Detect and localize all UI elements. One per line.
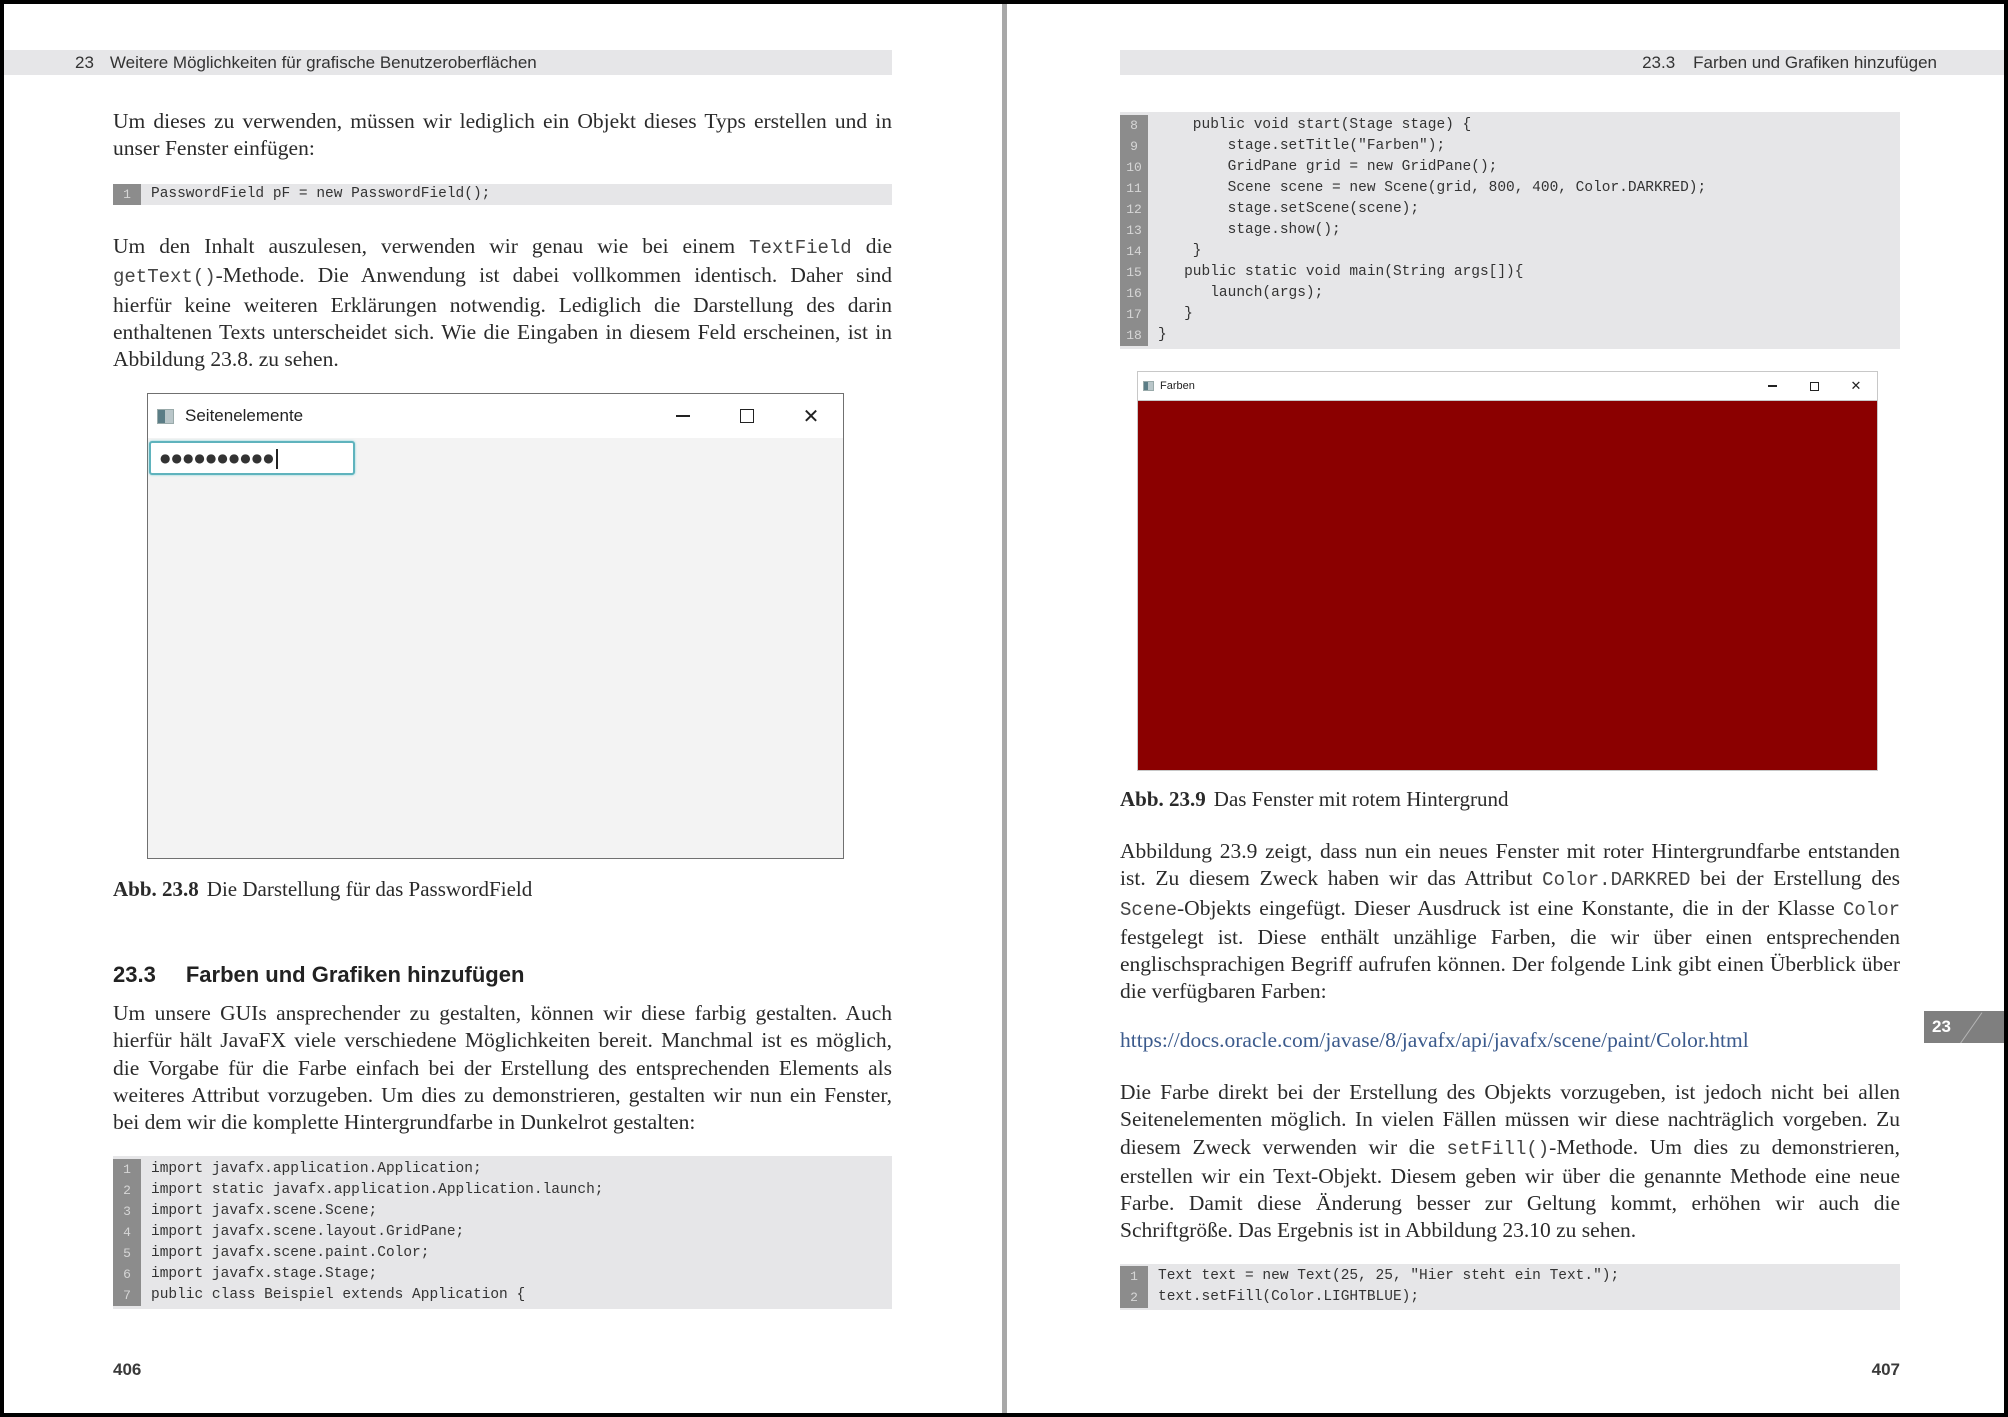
code-line xyxy=(113,1243,892,1264)
line-number: 11 xyxy=(1120,178,1148,199)
left-page xyxy=(4,4,1002,1413)
code-text: import javafx.scene.layout.GridPane; xyxy=(151,1224,465,1240)
code-line xyxy=(1120,220,1900,241)
line-number: 15 xyxy=(1120,262,1148,283)
code-line xyxy=(113,1159,892,1180)
code-block-imports xyxy=(113,1156,892,1309)
minimize-icon xyxy=(1768,385,1777,387)
caption-text: Das Fenster mit rotem Hintergrund xyxy=(1213,787,1509,811)
running-head-left xyxy=(4,50,892,75)
inline-code-gettext: getText() xyxy=(113,266,216,289)
minimize-button[interactable] xyxy=(1751,372,1793,401)
code-line xyxy=(1120,1287,1900,1308)
app-icon xyxy=(157,409,174,424)
maximize-icon xyxy=(740,409,754,423)
thumb-tab-slash xyxy=(1959,1012,1983,1043)
code-line xyxy=(1120,283,1900,304)
code-line xyxy=(113,1285,892,1306)
maximize-button[interactable] xyxy=(715,394,779,438)
code-text: import static javafx.application.Application.launch; xyxy=(151,1182,604,1198)
inline-code-setfill: setFill() xyxy=(1446,1137,1550,1160)
line-number: 1 xyxy=(1120,1266,1148,1287)
code-line xyxy=(1120,136,1900,157)
code-text: Text text = new Text(25, 25, "Hier steht ein Text."); xyxy=(1158,1268,1620,1284)
code-text: text.setFill(Color.LIGHTBLUE); xyxy=(1158,1289,1420,1305)
code-line xyxy=(113,1222,892,1243)
inline-code-color: Color xyxy=(1842,898,1900,921)
window-titlebar xyxy=(1138,372,1877,401)
code-line xyxy=(113,1180,892,1201)
inline-code-scene: Scene xyxy=(1120,898,1178,921)
section-number: 23.3 xyxy=(113,962,156,987)
line-number: 6 xyxy=(113,1264,141,1285)
paragraph-colors-intro: Um unsere GUIs ansprechender zu gestalten, können wir diese farbig gestalten. Auch hierfür hält JavaFX viele verschiedene Möglichkeiten bereit. Manchmal ist es möglich, die Vorgabe für die Farbe einfach bei der Erstellung des entsprechenden Elements als weiteres Attribut vorzugeben. Um dies zu demonstrieren, gestalten wir nun ein Fenster, bei dem wir die komplette Hintergrundfarbe in Dunkelrot gestalten: xyxy=(113,1001,892,1135)
line-number: 12 xyxy=(1120,199,1148,220)
text-caret xyxy=(276,449,278,469)
section-title: Farben und Grafiken hinzufügen xyxy=(1693,53,1937,72)
code-line xyxy=(1120,157,1900,178)
page-number-left: 406 xyxy=(113,1360,142,1379)
code-text: Scene scene = new Scene(grid, 800, 400, Color.DARKRED); xyxy=(1158,180,1707,196)
minimize-button[interactable] xyxy=(651,394,715,438)
code-line xyxy=(1120,199,1900,220)
line-number: 4 xyxy=(113,1222,141,1243)
code-block-passwordfield xyxy=(113,184,892,205)
figure-caption-23-8 xyxy=(113,877,532,902)
window-title: Farben xyxy=(1160,380,1195,392)
line-number: 2 xyxy=(113,1180,141,1201)
code-line xyxy=(113,1264,892,1285)
code-text: public class Beispiel extends Application { xyxy=(151,1287,526,1303)
code-text: import javafx.scene.paint.Color; xyxy=(151,1245,430,1261)
close-button[interactable] xyxy=(779,394,843,438)
page-number-right: 407 xyxy=(1871,1360,1900,1379)
code-line xyxy=(1120,325,1900,346)
thumb-tab-number: 23 xyxy=(1932,1017,1951,1036)
line-number: 10 xyxy=(1120,157,1148,178)
line-number: 16 xyxy=(1120,283,1148,304)
code-text: import javafx.application.Application; xyxy=(151,1161,482,1177)
code-text: } xyxy=(1158,306,1193,322)
window-controls xyxy=(651,394,843,438)
line-number: 5 xyxy=(113,1243,141,1264)
code-line xyxy=(1120,304,1900,325)
caption-label: Abb. 23.9 xyxy=(1120,787,1206,811)
password-mask: ●●●●●●●●●● xyxy=(160,451,275,465)
code-text: stage.setScene(scene); xyxy=(1158,201,1420,217)
code-line xyxy=(1120,1266,1900,1287)
line-number: 7 xyxy=(113,1285,141,1306)
darkred-scene xyxy=(1138,401,1877,770)
code-text: stage.show(); xyxy=(1158,222,1341,238)
line-number: 14 xyxy=(1120,241,1148,262)
window-titlebar xyxy=(148,394,843,438)
line-number: 1 xyxy=(113,1159,141,1180)
code-text: } xyxy=(1158,327,1167,343)
figure-caption-23-9 xyxy=(1120,787,1509,812)
code-line xyxy=(1120,115,1900,136)
paragraph-setfill: Die Farbe direkt bei der Erstellung des Objekts vorzugeben, ist jedoch nicht bei allen Seitenelementen möglich. In vielen Fällen müssen wir diese nachträglich vorgeben. Zu diesem Zweck verwenden wir die setFill()-Methode. Um dies zu demonstrieren, erstellen wir ein Text-Objekt. Diesem geben wir über die genannte Methode eine neue Farbe. Damit diese Änderung besser zur Geltung kommt, erhöhen wir auch die Schriftgröße. Das Ergebnis ist in Abbildung 23.10 zu sehen. xyxy=(1120,1080,1900,1243)
code-text: import javafx.scene.Scene; xyxy=(151,1203,378,1219)
book-spread xyxy=(4,4,2004,1413)
paragraph-gettext: Um den Inhalt auszulesen, verwenden wir genau wie bei einem TextField die getText()-Methode. Die Anwendung ist dabei vollkommen identisch. Daher sind hierfür keine weiteren Erklärungen notwendig. Lediglich die Darstellung des darin enthaltenen Texts unterscheidet sich. Wie die Eingaben in diesem Feld erscheinen, ist in Abbildung 23.8. zu sehen. xyxy=(113,234,892,372)
color-docs-link[interactable]: https://docs.oracle.com/javase/8/javafx/api/javafx/scene/paint/Color.html xyxy=(1120,1028,1749,1052)
minimize-icon xyxy=(676,415,690,417)
close-button[interactable] xyxy=(1835,372,1877,401)
line-number: 2 xyxy=(1120,1287,1148,1308)
code-line xyxy=(1120,262,1900,283)
code-line xyxy=(113,1201,892,1222)
password-field[interactable] xyxy=(149,441,355,475)
caption-label: Abb. 23.8 xyxy=(113,877,199,901)
paragraph-intro: Um dieses zu verwenden, müssen wir lediglich ein Objekt dieses Typs erstellen und in unser Fenster einfügen: xyxy=(113,109,892,161)
code-text: GridPane grid = new GridPane(); xyxy=(1158,159,1498,175)
chapter-title: Weitere Möglichkeiten für grafische Benutzeroberflächen xyxy=(109,53,537,72)
code-block-text-setfill xyxy=(1120,1264,1900,1310)
line-number: 3 xyxy=(113,1201,141,1222)
code-text: public static void main(String args[]){ xyxy=(1158,264,1524,280)
line-number: 18 xyxy=(1120,325,1148,346)
chapter-number: 23 xyxy=(75,53,94,72)
code-line xyxy=(1120,178,1900,199)
inline-code-color-darkred: Color.DARKRED xyxy=(1542,869,1691,892)
line-number: 8 xyxy=(1120,115,1148,136)
inline-code-textfield: TextField xyxy=(749,237,852,259)
figure-farben-window xyxy=(1137,371,1878,771)
figure-seitenelemente-window xyxy=(147,393,844,859)
code-text: launch(args); xyxy=(1158,285,1324,301)
chapter-thumb-tab xyxy=(1924,1011,2004,1043)
running-head-right xyxy=(1120,50,2004,75)
section-title: Farben und Grafiken hinzufügen xyxy=(185,962,525,987)
code-line xyxy=(1120,241,1900,262)
line-number: 13 xyxy=(1120,220,1148,241)
line-number: 9 xyxy=(1120,136,1148,157)
paragraph-darkred: Abbildung 23.9 zeigt, dass nun ein neues Fenster mit roter Hintergrundfarbe entstanden ist. Zu diesem Zweck haben wir das Attribut Color.DARKRED bei der Erstellung des Scene-Objekts eingefügt. Dieser Ausdruck ist eine Konstante, die in der Klasse Color festgelegt ist. Diese enthält unzählige Farben, die wir über einen entsprechenden englischsprachigen Begriff aufrufen können. Der folgende Link gibt einen Überblick über die verfügbaren Farben: xyxy=(1120,839,1900,1004)
code-text: import javafx.stage.Stage; xyxy=(151,1266,378,1282)
maximize-button[interactable] xyxy=(1793,372,1835,401)
close-icon: ✕ xyxy=(802,404,820,428)
close-icon: ✕ xyxy=(1850,378,1862,394)
window-title: Seitenelemente xyxy=(185,406,304,425)
code-text: stage.setTitle("Farben"); xyxy=(1158,138,1446,154)
app-icon xyxy=(1143,381,1154,391)
line-number: 17 xyxy=(1120,304,1148,325)
code-block-start-method xyxy=(1120,112,1900,349)
maximize-icon xyxy=(1810,382,1819,391)
window-controls xyxy=(1751,372,1877,401)
section-number: 23.3 xyxy=(1642,53,1676,72)
code-line xyxy=(113,184,892,205)
code-text: public void start(Stage stage) { xyxy=(1158,117,1472,133)
line-number: 1 xyxy=(113,184,141,205)
code-text: PasswordField pF = new PasswordField(); xyxy=(151,186,491,202)
caption-text: Die Darstellung für das PasswordField xyxy=(206,877,533,901)
section-heading xyxy=(113,962,524,988)
code-text: } xyxy=(1158,243,1202,259)
